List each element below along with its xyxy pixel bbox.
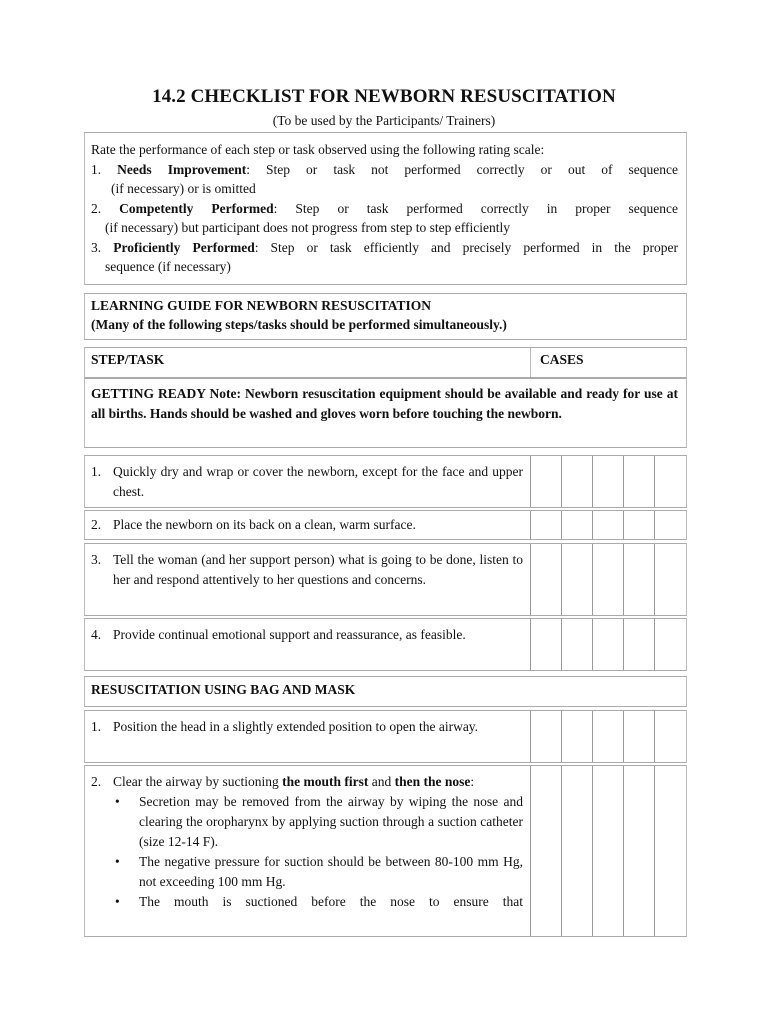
case-cell[interactable] bbox=[530, 766, 531, 936]
case-cell[interactable] bbox=[623, 511, 624, 539]
learning-guide-note: (Many of the following steps/tasks should be performed simultaneously.) bbox=[91, 317, 507, 332]
table-row bbox=[84, 710, 687, 763]
table-row bbox=[84, 543, 687, 616]
case-cell[interactable] bbox=[623, 711, 624, 762]
scale-item-1-cont: (if necessary) or is omitted bbox=[111, 181, 256, 196]
case-cells bbox=[530, 511, 687, 539]
case-cell[interactable] bbox=[623, 544, 624, 615]
case-cell[interactable] bbox=[654, 511, 655, 539]
scale-item-3-cont: sequence (if necessary) bbox=[105, 259, 231, 274]
table-header-row bbox=[84, 347, 687, 378]
case-cell[interactable] bbox=[592, 619, 593, 670]
table-row bbox=[84, 765, 687, 937]
step-text: 4. Provide continual emotional support and reassurance, as feasible. bbox=[91, 627, 466, 642]
rating-scale-lead: Rate the performance of each step or task observed using the following rating scale: bbox=[91, 142, 545, 157]
learning-guide-title: LEARNING GUIDE FOR NEWBORN RESUSCITATION bbox=[91, 298, 432, 313]
table-row bbox=[84, 510, 687, 540]
case-cell[interactable] bbox=[654, 711, 655, 762]
case-cell[interactable] bbox=[530, 711, 531, 762]
bullet-item: • The negative pressure for suction should be between 80-100 mm Hg, not exceeding 100 mm Hg. bbox=[113, 852, 523, 892]
case-cell[interactable] bbox=[530, 456, 531, 507]
case-cell[interactable] bbox=[530, 619, 531, 670]
scale-item-2-cont: (if necessary) but participant does not progress from step to step efficiently bbox=[105, 220, 511, 235]
case-cell[interactable] bbox=[592, 456, 593, 507]
rating-scale-box bbox=[84, 132, 687, 285]
table-row bbox=[84, 618, 687, 671]
case-cell[interactable] bbox=[623, 619, 624, 670]
case-cells bbox=[530, 544, 687, 615]
bullet-item: • The mouth is suctioned before the nose to ensure that bbox=[113, 892, 523, 912]
scale-item-3: 3. Proficiently Performed: Step or task efficiently and precisely performed in the proper bbox=[91, 239, 679, 255]
case-cell[interactable] bbox=[561, 711, 562, 762]
case-cells bbox=[530, 711, 687, 762]
case-cell[interactable] bbox=[561, 511, 562, 539]
case-cells bbox=[530, 456, 687, 507]
table-row bbox=[84, 455, 687, 508]
cases-header: CASES bbox=[540, 352, 584, 367]
case-cell[interactable] bbox=[561, 766, 562, 936]
scale-item-1: 1. Needs Improvement: Step or task not performed correctly or out of sequence bbox=[91, 161, 679, 177]
scale-item-2: 2. Competently Performed: Step or task performed correctly in proper sequence bbox=[91, 200, 679, 216]
step-text: 1. Position the head in a slightly extended position to open the airway. bbox=[91, 719, 479, 734]
case-cells bbox=[530, 766, 687, 936]
step-task-header: STEP/TASK bbox=[91, 352, 165, 367]
case-cell[interactable] bbox=[561, 456, 562, 507]
step-text: 2. Clear the airway by suctioning the mouth first and then the nose: • Secretion may be removed from the airway by wiping the nose and clearing the oropharynx by applying suction through a suction catheter (size 12-14 F). • The negative pressure for suction should be between 80-100 mm Hg, not exceeding 100 mm Hg. • The mouth is suctioned before the nose to ensure that bbox=[113, 772, 523, 912]
learning-guide-header bbox=[84, 293, 687, 340]
case-cell[interactable] bbox=[592, 511, 593, 539]
page-title: 14.2 CHECKLIST FOR NEWBORN RESUSCITATION bbox=[152, 86, 616, 107]
case-cell[interactable] bbox=[654, 456, 655, 507]
case-cell[interactable] bbox=[561, 544, 562, 615]
case-cell[interactable] bbox=[623, 766, 624, 936]
case-cell[interactable] bbox=[654, 544, 655, 615]
case-cells bbox=[530, 619, 687, 670]
step-text: 1. Quickly dry and wrap or cover the newborn, except for the face and upper chest. bbox=[91, 464, 523, 499]
case-cell[interactable] bbox=[530, 544, 531, 615]
bullet-item: • Secretion may be removed from the airway by wiping the nose and clearing the oropharynx by applying suction through a suction catheter (size 12-14 F). bbox=[113, 792, 523, 852]
case-cell[interactable] bbox=[654, 619, 655, 670]
page-subtitle: (To be used by the Participants/ Trainers) bbox=[272, 113, 496, 128]
case-cell[interactable] bbox=[561, 619, 562, 670]
case-cell[interactable] bbox=[592, 711, 593, 762]
section-header-bag-mask: RESUSCITATION USING BAG AND MASK bbox=[84, 676, 687, 707]
step-text: 3. Tell the woman (and her support person) what is going to be done, listen to her and respond attentively to her questions and concerns. bbox=[91, 552, 523, 587]
case-cell[interactable] bbox=[623, 456, 624, 507]
case-cell[interactable] bbox=[592, 544, 593, 615]
bullet-list bbox=[113, 792, 523, 912]
header-divider bbox=[530, 348, 531, 377]
case-cell[interactable] bbox=[592, 766, 593, 936]
case-cell[interactable] bbox=[654, 766, 655, 936]
case-cell[interactable] bbox=[530, 511, 531, 539]
step-text: 2. Place the newborn on its back on a clean, warm surface. bbox=[91, 517, 416, 532]
getting-ready-note: GETTING READY Note: Newborn resuscitation equipment should be available and ready for use at all births. Hands should be washed and gloves worn before touching the newborn. bbox=[84, 378, 687, 448]
